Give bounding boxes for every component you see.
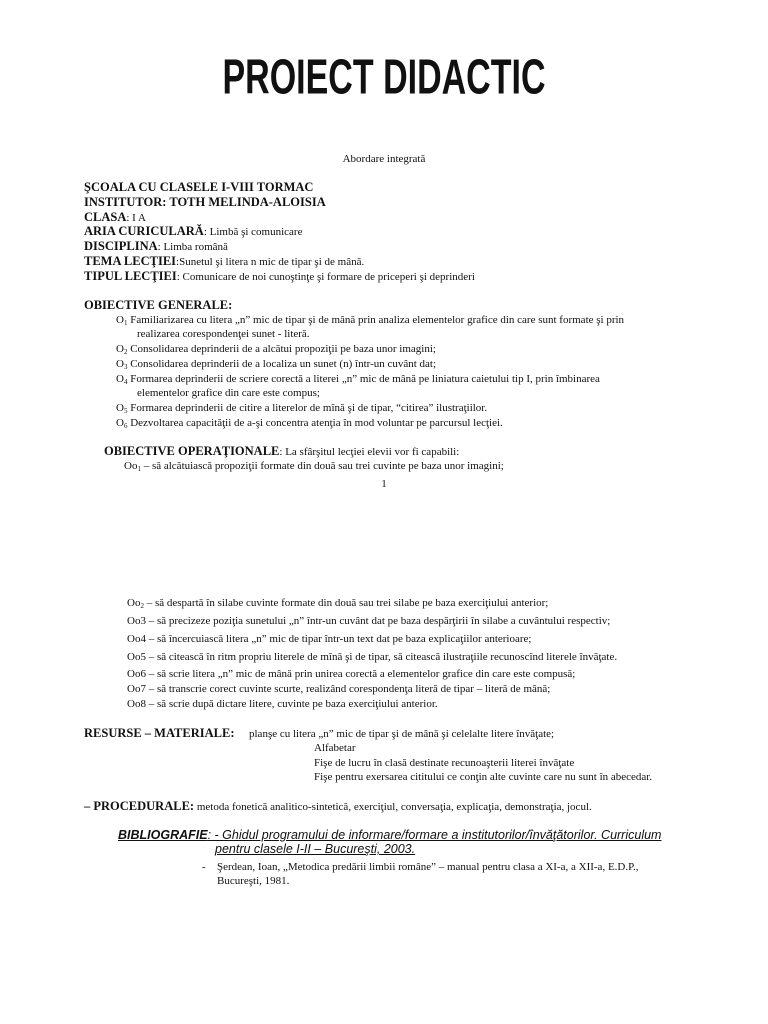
general-objective-2: $O_2$ Consolidarea deprinderii de a alcătui propoziţii pe baza unor imagini; [116, 343, 436, 356]
operational-objectives-intro: : La sfârşitul lecţiei elevii vor fi capabili: [279, 446, 460, 458]
theme-value: :Sunetul şi litera n mic de tipar şi de mână. [176, 256, 365, 268]
operational-objective-1: $Oo_1$ – să alcătuiască propoziţii formate din două sau trei cuvinte pe baza unor imagini; [124, 460, 504, 473]
general-objectives-heading: OBIECTIVE GENERALE: [84, 298, 233, 312]
general-objective-6: $O_6$ Dezvoltarea capacităţii de a-şi concentra atenţia în mod voluntar pe parcursul lecţiei. [116, 417, 503, 430]
procedural-line [84, 799, 592, 814]
bibliography-item-1-cont: pentru clasele I-II – Bucureşti, 2003. [215, 842, 416, 856]
bibliography-line-1 [118, 828, 661, 842]
bibliography-item-2-dash: - [202, 861, 206, 873]
area-line [84, 224, 302, 239]
procedural-label: – PROCEDURALE: [84, 799, 195, 813]
resource-item-4: Fişe pentru exersarea cititului ce conţin alte cuvinte care nu sunt în abecedar. [314, 771, 653, 783]
general-objective-1-cont: realizarea corespondenţei sunet - literă. [137, 328, 310, 340]
resources-label: RESURSE – MATERIALE: [84, 726, 235, 740]
operational-objective-3: Oo3 – să precizeze poziţia sunetului „n” într-un cuvânt dat pe baza despărţirii în silabe a cuvântului respectiv; [127, 615, 611, 627]
school-name: ŞCOALA CU CLASELE I-VIII TORMAC [84, 180, 314, 194]
document-subtitle: Abordare integrată [342, 153, 426, 165]
type-label: TIPUL LECŢIEI [84, 269, 177, 283]
area-value: : Limbă şi comunicare [203, 226, 303, 238]
discipline-value: : Limba română [157, 241, 228, 253]
bibliography-item-2-cont: Bucureşti, 1981. [217, 875, 290, 887]
operational-objective-5: Oo5 – să citească în ritm propriu literele de mînă şi de tipar, să citească ilustraţiile recunoscînd literele învăţate. [127, 651, 618, 663]
operational-objective-7: Oo7 – să transcrie corect cuvinte scurte, realizând corespondenţa literă de tipar – literă de mână; [127, 683, 551, 695]
operational-objective-8: Oo8 – să scrie după dictare litere, cuvinte pe baza exerciţiului anterior. [127, 698, 438, 710]
procedural-text: metoda fonetică analitico-sintetică, exerciţiul, conversaţia, explicaţia, demonstraţia, jocul. [194, 801, 592, 813]
area-label: ARIA CURICULARĂ [84, 224, 204, 238]
general-objective-3: $O_3$ Consolidarea deprinderii de a localiza un sunet (n) într-un cuvânt dat; [116, 358, 437, 371]
general-objective-1: $O_1$ Familiarizarea cu litera „n” mic de tipar şi de mână prin analiza elementelor grafice din care sunt formate şi prin [116, 314, 625, 327]
discipline-line [84, 239, 228, 254]
general-objective-4-cont: elementelor grafice din care este compus; [137, 387, 320, 399]
type-value: : Comunicare de noi cunoştinţe şi formare de priceperi şi deprinderi [176, 271, 475, 283]
resource-item-3: Fişe de lucru în clasă destinate recunoaşterii literei învăţate [314, 757, 575, 769]
theme-label: TEMA LECŢIEI [84, 254, 177, 268]
type-line [84, 269, 475, 284]
class-label: CLASA [84, 210, 127, 224]
operational-objective-2: $Oo_2$ – să despartă în silabe cuvinte formate din două sau trei silabe pe baza exerciţiului anterior; [127, 597, 549, 610]
teacher-name: INSTITUTOR: TOTH MELINDA-ALOISIA [84, 195, 326, 209]
document-title: PROIECT DIDACTIC [222, 50, 546, 106]
class-value: : I A [126, 212, 146, 224]
general-objective-4: $O_4$ Formarea deprinderii de scriere corectă a literei „n” mic de mână pe liniatura caietului tip I, prin îmbinarea [116, 373, 600, 386]
resource-item-2: Alfabetar [314, 742, 356, 754]
operational-objectives-heading: OBIECTIVE OPERAŢIONALE [104, 444, 280, 458]
class-line [84, 210, 146, 225]
bibliography-item-1: : - Ghidul programului de informare/formare a institutorilor/învăţătorilor. Curriculum [207, 828, 662, 842]
discipline-label: DISCIPLINA [84, 239, 158, 253]
bibliography-label: BIBLIOGRAFIE [118, 828, 208, 842]
page-number: 1 [381, 478, 387, 490]
resource-item-1: planşe cu litera „n” mic de tipar şi de mână şi celelalte litere învăţate; [249, 728, 555, 740]
bibliography-item-2: Şerdean, Ioan, „Metodica predării limbii române” – manual pentru clasa a XI-a, a XII-a, E.D.P., [217, 861, 639, 873]
theme-line [84, 254, 364, 269]
operational-objectives-line [104, 444, 459, 459]
operational-objective-6: Oo6 – să scrie litera „n” mic de mână prin unirea corectă a elementelor grafice din care este compusă; [127, 668, 576, 680]
general-objective-5: $O_5$ Formarea deprinderii de citire a literelor de mînă şi de tipar, “citirea” ilustraţiilor. [116, 402, 488, 415]
operational-objective-4: Oo4 – să încercuiască litera „n” mic de tipar într-un text dat pe baza explicaţiilor anterioare; [127, 633, 532, 645]
